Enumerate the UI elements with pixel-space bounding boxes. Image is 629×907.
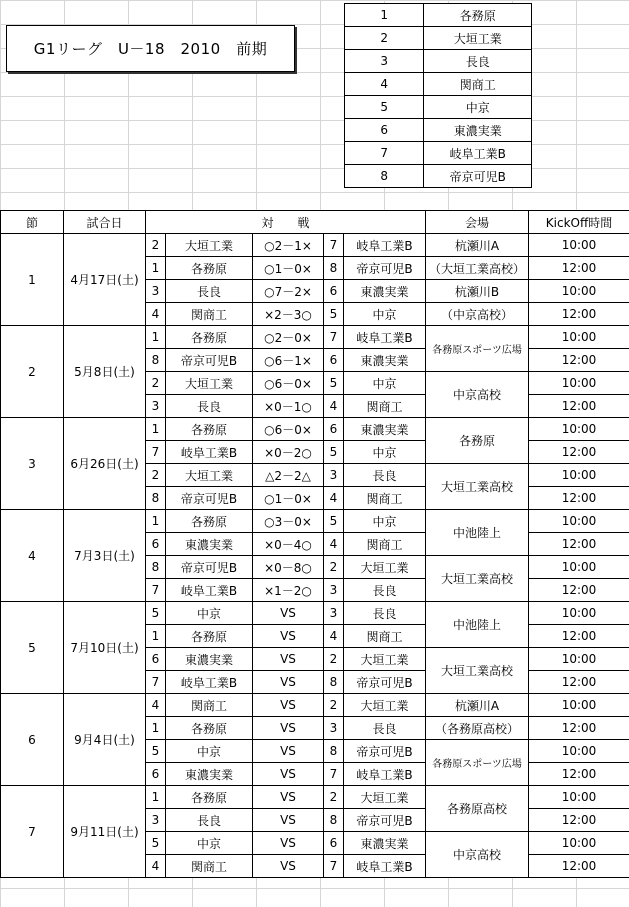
home-team-number: 6 bbox=[146, 763, 166, 786]
match-score: △2－2△ bbox=[253, 464, 324, 487]
away-team: 長良 bbox=[344, 579, 426, 602]
home-team-number: 3 bbox=[146, 395, 166, 418]
match-score: ○1－0× bbox=[253, 257, 324, 280]
match-row bbox=[1, 510, 629, 533]
venue: 各務原高校 bbox=[426, 786, 529, 832]
home-team: 岐阜工業B bbox=[166, 579, 253, 602]
schedule-table bbox=[0, 210, 629, 878]
home-team: 長良 bbox=[166, 809, 253, 832]
away-team-number: 6 bbox=[324, 349, 344, 372]
away-team-number: 4 bbox=[324, 487, 344, 510]
home-team-number: 1 bbox=[146, 257, 166, 280]
venue: 大垣工業高校 bbox=[426, 464, 529, 510]
home-team-number: 2 bbox=[146, 464, 166, 487]
home-team-number: 5 bbox=[146, 832, 166, 855]
kickoff-time: 12:00 bbox=[529, 625, 629, 648]
schedule-header-row bbox=[1, 211, 629, 234]
away-team: 帝京可児B bbox=[344, 809, 426, 832]
away-team: 関商工 bbox=[344, 533, 426, 556]
venue: 杭瀬川A bbox=[426, 234, 529, 257]
match-score: ○1－0× bbox=[253, 487, 324, 510]
home-team: 各務原 bbox=[166, 326, 253, 349]
away-team-number: 8 bbox=[324, 809, 344, 832]
away-team-number: 6 bbox=[324, 280, 344, 303]
away-team: 東濃実業 bbox=[344, 349, 426, 372]
away-team-number: 3 bbox=[324, 602, 344, 625]
away-team: 関商工 bbox=[344, 487, 426, 510]
match-score: ×1－2○ bbox=[253, 579, 324, 602]
match-row bbox=[1, 326, 629, 349]
match-score: VS bbox=[253, 809, 324, 832]
match-score: VS bbox=[253, 625, 324, 648]
away-team-number: 3 bbox=[324, 579, 344, 602]
team-list bbox=[344, 3, 532, 188]
home-team-number: 7 bbox=[146, 579, 166, 602]
home-team-number: 3 bbox=[146, 280, 166, 303]
match-score: ×2－3○ bbox=[253, 303, 324, 326]
home-team-number: 1 bbox=[146, 717, 166, 740]
team-row bbox=[345, 4, 532, 27]
away-team: 東濃実業 bbox=[344, 832, 426, 855]
kickoff-time: 12:00 bbox=[529, 579, 629, 602]
header-match: 対 戦 bbox=[146, 211, 426, 234]
away-team-number: 8 bbox=[324, 740, 344, 763]
home-team-number: 8 bbox=[146, 349, 166, 372]
match-score: VS bbox=[253, 648, 324, 671]
team-number: 2 bbox=[345, 27, 424, 50]
kickoff-time: 12:00 bbox=[529, 303, 629, 326]
team-name: 各務原 bbox=[424, 4, 532, 27]
header-kickoff: KickOff時間 bbox=[529, 211, 629, 234]
home-team: 関商工 bbox=[166, 855, 253, 878]
away-team-number: 5 bbox=[324, 510, 344, 533]
team-name: 大垣工業 bbox=[424, 27, 532, 50]
home-team-number: 2 bbox=[146, 234, 166, 257]
kickoff-time: 12:00 bbox=[529, 533, 629, 556]
kickoff-time: 10:00 bbox=[529, 326, 629, 349]
header-date: 試合日 bbox=[64, 211, 146, 234]
kickoff-time: 12:00 bbox=[529, 855, 629, 878]
match-score: VS bbox=[253, 671, 324, 694]
match-score: ○6－0× bbox=[253, 418, 324, 441]
away-team-number: 6 bbox=[324, 418, 344, 441]
kickoff-time: 12:00 bbox=[529, 487, 629, 510]
home-team-number: 5 bbox=[146, 740, 166, 763]
venue: 各務原スポーツ広場 bbox=[426, 326, 529, 372]
header-venue: 会場 bbox=[426, 211, 529, 234]
away-team-number: 7 bbox=[324, 763, 344, 786]
team-row bbox=[345, 27, 532, 50]
team-name: 東濃実業 bbox=[424, 119, 532, 142]
team-number: 4 bbox=[345, 73, 424, 96]
home-team-number: 4 bbox=[146, 303, 166, 326]
away-team: 岐阜工業B bbox=[344, 234, 426, 257]
venue: 中池陸上 bbox=[426, 602, 529, 648]
match-row bbox=[1, 234, 629, 257]
home-team: 中京 bbox=[166, 740, 253, 763]
match-score: ○6－0× bbox=[253, 372, 324, 395]
home-team: 各務原 bbox=[166, 418, 253, 441]
match-score: ○7－2× bbox=[253, 280, 324, 303]
team-row bbox=[345, 96, 532, 119]
kickoff-time: 10:00 bbox=[529, 740, 629, 763]
home-team: 帝京可児B bbox=[166, 487, 253, 510]
away-team-number: 3 bbox=[324, 464, 344, 487]
round-date: 7月10日(土) bbox=[64, 602, 146, 694]
away-team-number: 5 bbox=[324, 303, 344, 326]
home-team-number: 1 bbox=[146, 510, 166, 533]
round-date: 7月3日(土) bbox=[64, 510, 146, 602]
home-team-number: 7 bbox=[146, 441, 166, 464]
home-team: 各務原 bbox=[166, 257, 253, 280]
venue: 杭瀬川B bbox=[426, 280, 529, 303]
venue: 杭瀬川A bbox=[426, 694, 529, 717]
team-row bbox=[345, 50, 532, 73]
venue: 大垣工業高校 bbox=[426, 556, 529, 602]
match-score: VS bbox=[253, 694, 324, 717]
kickoff-time: 10:00 bbox=[529, 602, 629, 625]
away-team: 長良 bbox=[344, 717, 426, 740]
team-number: 5 bbox=[345, 96, 424, 119]
away-team: 中京 bbox=[344, 303, 426, 326]
kickoff-time: 10:00 bbox=[529, 234, 629, 257]
away-team-number: 3 bbox=[324, 717, 344, 740]
venue: （中京高校） bbox=[426, 303, 529, 326]
match-score: VS bbox=[253, 832, 324, 855]
away-team: 中京 bbox=[344, 372, 426, 395]
away-team-number: 4 bbox=[324, 395, 344, 418]
round-section: 1 bbox=[1, 234, 64, 326]
match-score: VS bbox=[253, 786, 324, 809]
kickoff-time: 12:00 bbox=[529, 717, 629, 740]
away-team-number: 6 bbox=[324, 832, 344, 855]
team-name: 岐阜工業B bbox=[424, 142, 532, 165]
page-title: G1リーグ U－18 2010 前期 bbox=[6, 25, 295, 72]
team-number: 8 bbox=[345, 165, 424, 188]
away-team: 東濃実業 bbox=[344, 418, 426, 441]
kickoff-time: 10:00 bbox=[529, 786, 629, 809]
team-name: 関商工 bbox=[424, 73, 532, 96]
kickoff-time: 10:00 bbox=[529, 418, 629, 441]
venue: 中京高校 bbox=[426, 832, 529, 878]
home-team: 各務原 bbox=[166, 717, 253, 740]
match-score: ×0－1○ bbox=[253, 395, 324, 418]
venue: 各務原 bbox=[426, 418, 529, 464]
match-score: VS bbox=[253, 740, 324, 763]
venue: （各務原高校） bbox=[426, 717, 529, 740]
away-team: 中京 bbox=[344, 510, 426, 533]
away-team: 関商工 bbox=[344, 395, 426, 418]
venue: 各務原スポーツ広場 bbox=[426, 740, 529, 786]
round-date: 9月4日(土) bbox=[64, 694, 146, 786]
team-name: 長良 bbox=[424, 50, 532, 73]
home-team-number: 1 bbox=[146, 326, 166, 349]
away-team: 関商工 bbox=[344, 625, 426, 648]
kickoff-time: 12:00 bbox=[529, 257, 629, 280]
kickoff-time: 12:00 bbox=[529, 671, 629, 694]
round-section: 6 bbox=[1, 694, 64, 786]
home-team-number: 1 bbox=[146, 625, 166, 648]
away-team: 中京 bbox=[344, 441, 426, 464]
kickoff-time: 12:00 bbox=[529, 395, 629, 418]
home-team-number: 6 bbox=[146, 533, 166, 556]
kickoff-time: 12:00 bbox=[529, 349, 629, 372]
kickoff-time: 10:00 bbox=[529, 280, 629, 303]
match-row bbox=[1, 786, 629, 809]
home-team: 中京 bbox=[166, 602, 253, 625]
round-date: 9月11日(土) bbox=[64, 786, 146, 878]
match-score: ×0－8○ bbox=[253, 556, 324, 579]
match-row bbox=[1, 602, 629, 625]
home-team-number: 1 bbox=[146, 418, 166, 441]
home-team: 各務原 bbox=[166, 625, 253, 648]
kickoff-time: 10:00 bbox=[529, 510, 629, 533]
match-row bbox=[1, 418, 629, 441]
away-team: 岐阜工業B bbox=[344, 763, 426, 786]
home-team: 帝京可児B bbox=[166, 349, 253, 372]
away-team: 帝京可児B bbox=[344, 740, 426, 763]
kickoff-time: 10:00 bbox=[529, 694, 629, 717]
team-name: 中京 bbox=[424, 96, 532, 119]
match-score: ×0－4○ bbox=[253, 533, 324, 556]
away-team: 岐阜工業B bbox=[344, 326, 426, 349]
round-date: 6月26日(土) bbox=[64, 418, 146, 510]
kickoff-time: 10:00 bbox=[529, 832, 629, 855]
kickoff-time: 10:00 bbox=[529, 648, 629, 671]
home-team-number: 8 bbox=[146, 556, 166, 579]
away-team-number: 5 bbox=[324, 372, 344, 395]
home-team: 関商工 bbox=[166, 303, 253, 326]
away-team: 長良 bbox=[344, 602, 426, 625]
round-section: 7 bbox=[1, 786, 64, 878]
away-team-number: 2 bbox=[324, 556, 344, 579]
venue: （大垣工業高校） bbox=[426, 257, 529, 280]
away-team: 帝京可児B bbox=[344, 257, 426, 280]
away-team: 帝京可児B bbox=[344, 671, 426, 694]
away-team: 東濃実業 bbox=[344, 280, 426, 303]
match-score: ○3－0× bbox=[253, 510, 324, 533]
home-team-number: 4 bbox=[146, 855, 166, 878]
away-team-number: 7 bbox=[324, 234, 344, 257]
away-team: 大垣工業 bbox=[344, 556, 426, 579]
away-team-number: 8 bbox=[324, 671, 344, 694]
away-team-number: 4 bbox=[324, 533, 344, 556]
home-team: 各務原 bbox=[166, 510, 253, 533]
match-row bbox=[1, 694, 629, 717]
team-name: 帝京可児B bbox=[424, 165, 532, 188]
match-score: ×0－2○ bbox=[253, 441, 324, 464]
away-team-number: 8 bbox=[324, 257, 344, 280]
team-number: 3 bbox=[345, 50, 424, 73]
away-team-number: 2 bbox=[324, 786, 344, 809]
kickoff-time: 12:00 bbox=[529, 763, 629, 786]
kickoff-time: 12:00 bbox=[529, 809, 629, 832]
home-team: 東濃実業 bbox=[166, 533, 253, 556]
home-team-number: 1 bbox=[146, 786, 166, 809]
match-score: ○2－0× bbox=[253, 326, 324, 349]
team-row bbox=[345, 73, 532, 96]
header-section: 節 bbox=[1, 211, 64, 234]
away-team: 大垣工業 bbox=[344, 786, 426, 809]
home-team: 関商工 bbox=[166, 694, 253, 717]
home-team-number: 6 bbox=[146, 648, 166, 671]
home-team-number: 3 bbox=[146, 809, 166, 832]
away-team-number: 5 bbox=[324, 441, 344, 464]
home-team: 大垣工業 bbox=[166, 234, 253, 257]
match-score: ○6－1× bbox=[253, 349, 324, 372]
round-section: 2 bbox=[1, 326, 64, 418]
away-team-number: 7 bbox=[324, 326, 344, 349]
team-number: 6 bbox=[345, 119, 424, 142]
team-row bbox=[345, 119, 532, 142]
away-team-number: 2 bbox=[324, 694, 344, 717]
home-team-number: 8 bbox=[146, 487, 166, 510]
round-date: 5月8日(土) bbox=[64, 326, 146, 418]
match-score: VS bbox=[253, 855, 324, 878]
round-section: 4 bbox=[1, 510, 64, 602]
kickoff-time: 10:00 bbox=[529, 464, 629, 487]
kickoff-time: 12:00 bbox=[529, 441, 629, 464]
home-team-number: 4 bbox=[146, 694, 166, 717]
team-number: 7 bbox=[345, 142, 424, 165]
home-team: 岐阜工業B bbox=[166, 671, 253, 694]
away-team-number: 7 bbox=[324, 855, 344, 878]
venue: 中池陸上 bbox=[426, 510, 529, 556]
away-team-number: 4 bbox=[324, 625, 344, 648]
team-number: 1 bbox=[345, 4, 424, 27]
home-team: 東濃実業 bbox=[166, 763, 253, 786]
home-team: 大垣工業 bbox=[166, 372, 253, 395]
match-score: VS bbox=[253, 717, 324, 740]
away-team: 大垣工業 bbox=[344, 694, 426, 717]
away-team-number: 2 bbox=[324, 648, 344, 671]
home-team-number: 5 bbox=[146, 602, 166, 625]
home-team: 東濃実業 bbox=[166, 648, 253, 671]
match-score: VS bbox=[253, 602, 324, 625]
home-team: 長良 bbox=[166, 395, 253, 418]
match-score: VS bbox=[253, 763, 324, 786]
team-row bbox=[345, 165, 532, 188]
away-team: 岐阜工業B bbox=[344, 855, 426, 878]
venue: 中京高校 bbox=[426, 372, 529, 418]
venue: 大垣工業高校 bbox=[426, 648, 529, 694]
home-team: 岐阜工業B bbox=[166, 441, 253, 464]
home-team-number: 7 bbox=[146, 671, 166, 694]
home-team-number: 2 bbox=[146, 372, 166, 395]
away-team: 長良 bbox=[344, 464, 426, 487]
home-team: 長良 bbox=[166, 280, 253, 303]
kickoff-time: 10:00 bbox=[529, 372, 629, 395]
team-row bbox=[345, 142, 532, 165]
round-date: 4月17日(土) bbox=[64, 234, 146, 326]
away-team: 大垣工業 bbox=[344, 648, 426, 671]
home-team: 帝京可児B bbox=[166, 556, 253, 579]
kickoff-time: 10:00 bbox=[529, 556, 629, 579]
home-team: 中京 bbox=[166, 832, 253, 855]
round-section: 3 bbox=[1, 418, 64, 510]
home-team: 各務原 bbox=[166, 786, 253, 809]
home-team: 大垣工業 bbox=[166, 464, 253, 487]
round-section: 5 bbox=[1, 602, 64, 694]
match-score: ○2－1× bbox=[253, 234, 324, 257]
